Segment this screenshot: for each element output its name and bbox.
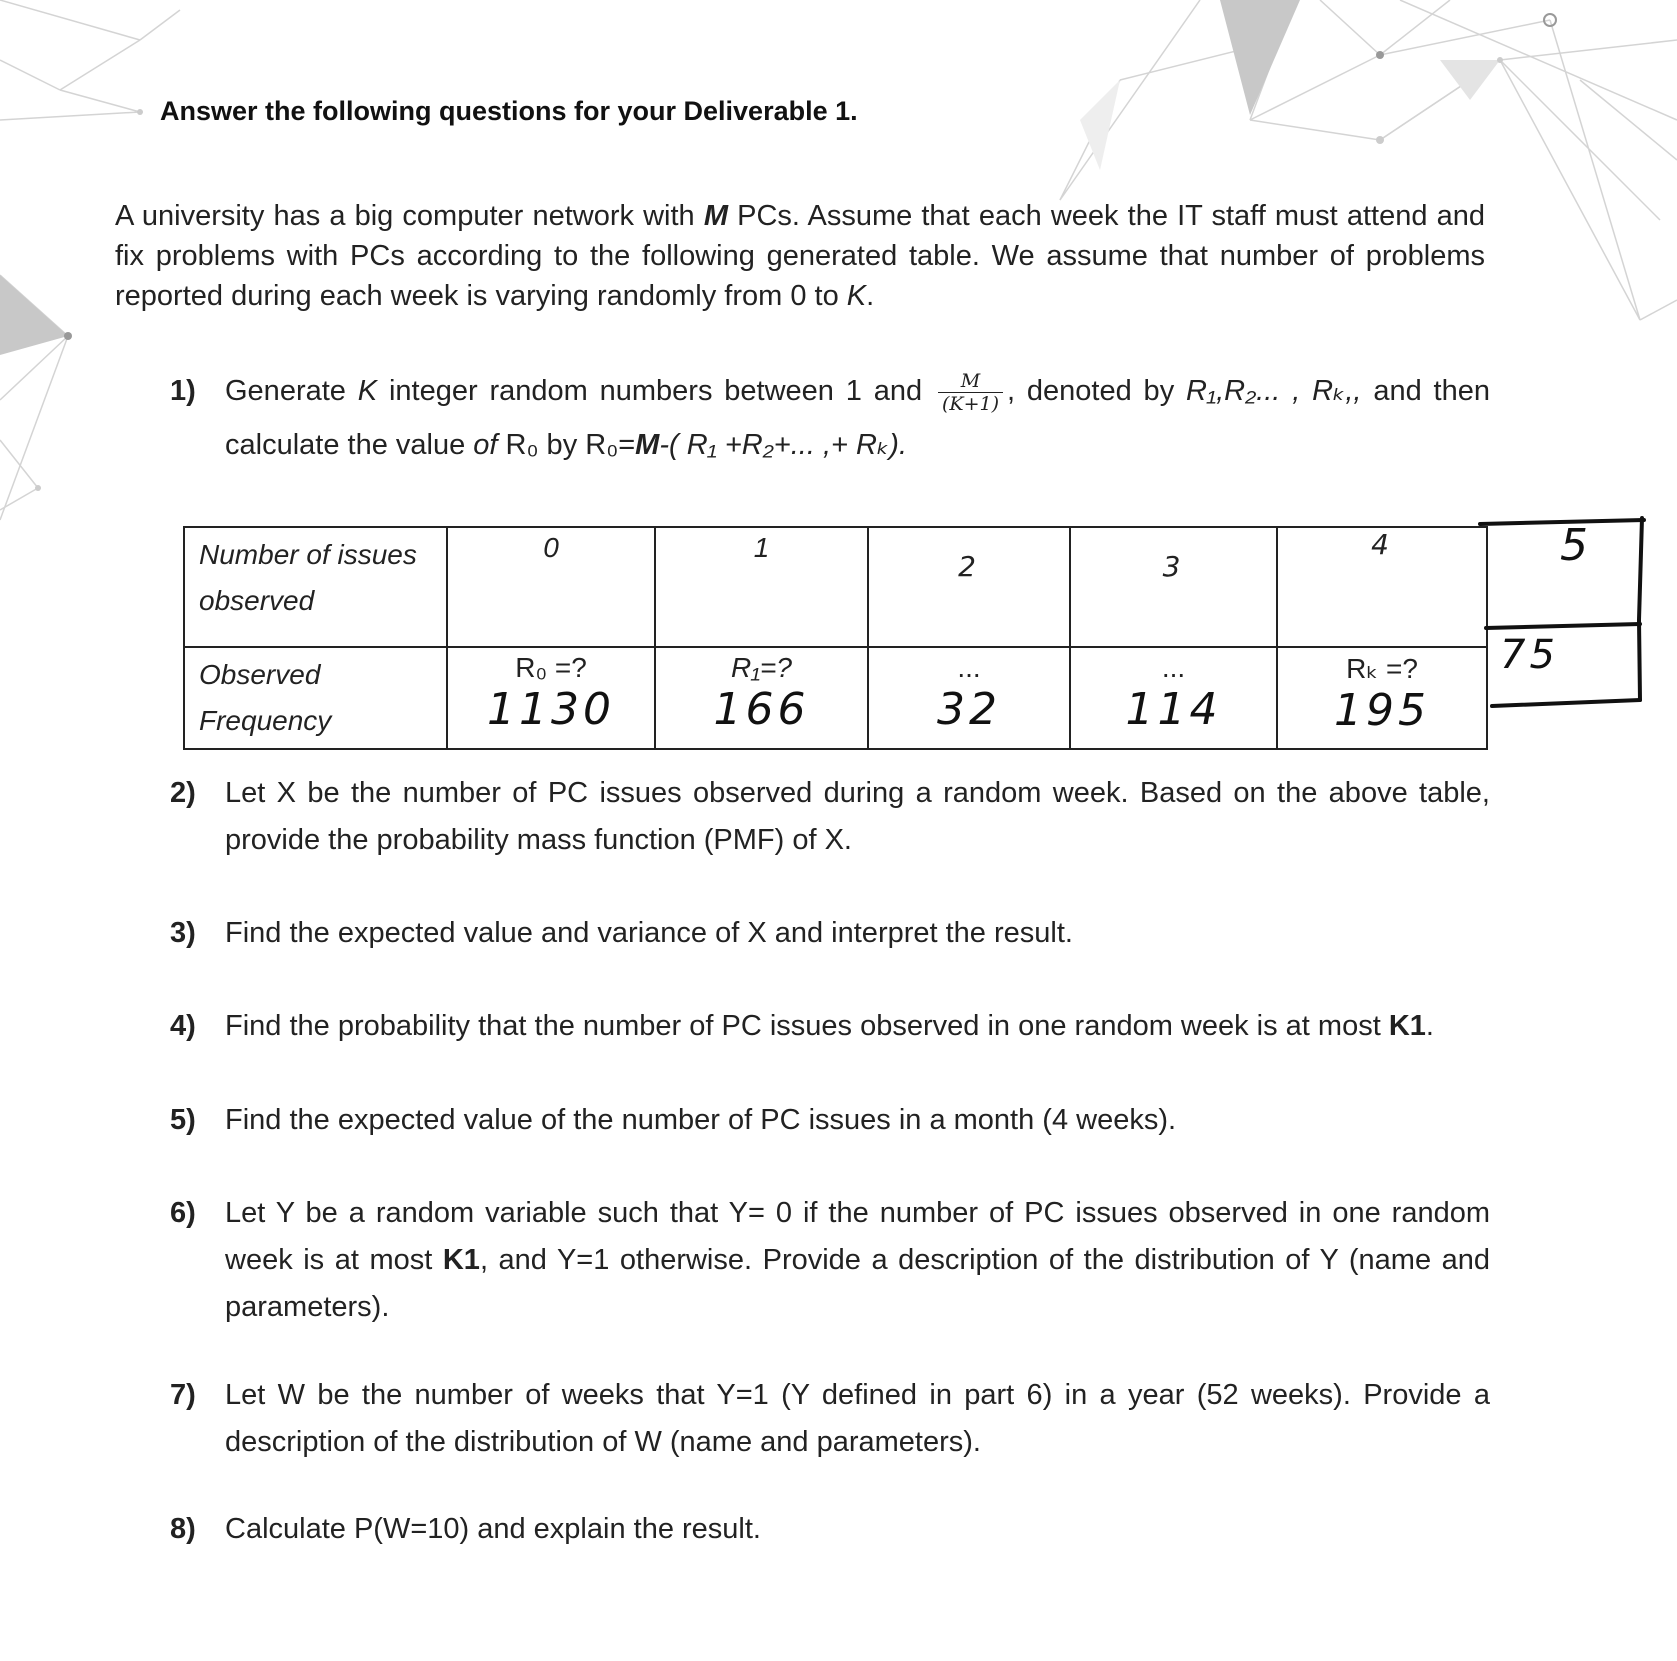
issue-cell-2: 2 [868, 527, 1070, 647]
issue-cell-0: 0 [447, 527, 655, 647]
question-7: 7) Let W be the number of weeks that Y=1 (Y defined in part 6) in a year (52 weeks). Provide a description of the distribution of W (name and parameters). [170, 1379, 1490, 1458]
row-label-frequency: Observed Frequency [184, 647, 447, 749]
issue-cell-4: 4 [1277, 527, 1487, 647]
freq-cell-2: ... 32 [868, 647, 1070, 749]
handwritten-freq-2: 32 [937, 684, 1001, 735]
handwritten-freq-1: 166 [713, 684, 810, 735]
question-4: 4) Find the probability that the number of PC issues observed in one random week is at most K1. [170, 1010, 1434, 1042]
freq-cell-1: R₁=? 166 [655, 647, 868, 749]
question-8: 8) Calculate P(W=10) and explain the result. [170, 1513, 761, 1545]
handwritten-freq-5: 75 [1500, 632, 1559, 678]
table-row-issues [184, 527, 1487, 647]
question-3: 3) Find the expected value and variance of X and interpret the result. [170, 917, 1073, 949]
handwritten-freq-3: 114 [1125, 684, 1222, 735]
question-2: 2) Let X be the number of PC issues observed during a random week. Based on the above table, provide the probability mass function (PMF) of X. [170, 777, 1490, 856]
freq-cell-4: Rₖ =? 195 [1277, 647, 1487, 749]
handwritten-freq-0: 1130 [487, 684, 615, 735]
issue-cell-1: 1 [655, 527, 868, 647]
table-row-frequency [184, 647, 1487, 749]
freq-cell-3: ... 114 [1070, 647, 1277, 749]
freq-cell-0: R₀ =? 1130 [447, 647, 655, 749]
intro-paragraph: A university has a big computer network with M PCs. Assume that each week the IT staff must attend and fix problems with PCs according to the following generated table. We assume that number of problems reported during each week is varying randomly from 0 to K. [115, 200, 1485, 312]
question-1: 1) Generate K integer random numbers between 1 and $\frac{M}{(K+1)}$ , denoted by R₁,R₂... , Rₖ,, and then calculate the value of R₀ by R₀=M-( R₁ +R₂+... ,+ Rₖ). [170, 369, 1491, 461]
question-5: 5) Find the expected value of the number of PC issues in a month (4 weeks). [170, 1104, 1177, 1136]
frequency-table [183, 526, 1488, 750]
row-label-issues: Number of issues observed [184, 527, 447, 647]
handwritten-issue-5: 5 [1560, 520, 1592, 571]
question-6: 6) Let Y be a random variable such that Y= 0 if the number of PC issues observed in one random week is at most K1, and Y=1 otherwise. Provide a description of the distribution of Y (name and parameters). [170, 1197, 1491, 1323]
fraction-m-over-k-plus-1: $\frac{M}{(K+1)}$ [938, 370, 1003, 415]
handwritten-freq-4: 195 [1334, 685, 1430, 736]
issue-cell-3: 3 [1070, 527, 1277, 647]
page-heading: Answer the following questions for your Deliverable 1. [160, 96, 858, 126]
